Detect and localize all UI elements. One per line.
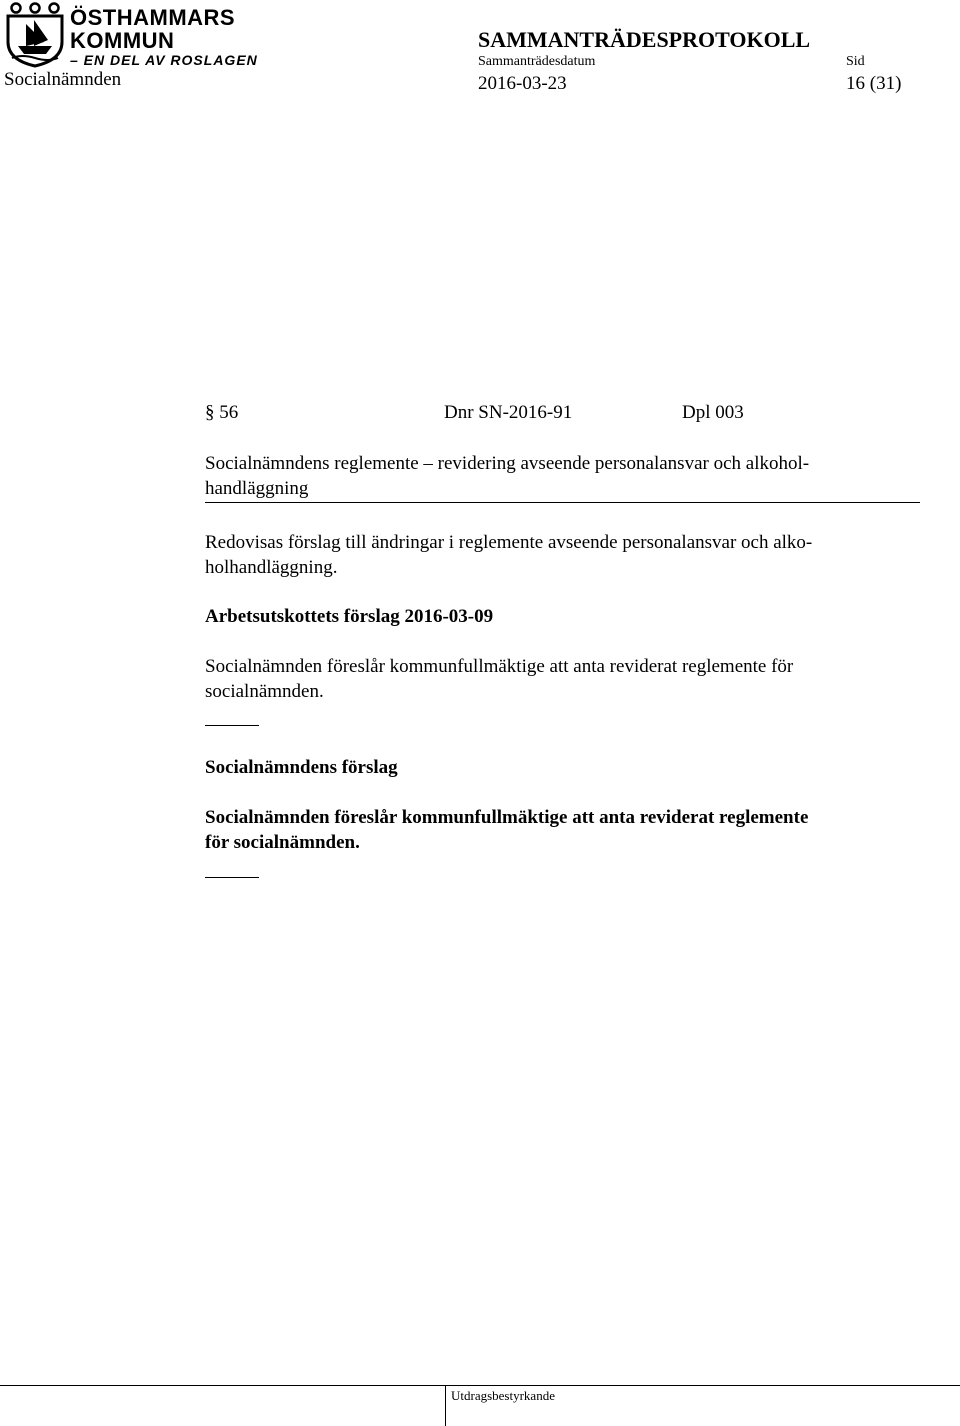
logo-line-1: ÖSTHAMMARS [70, 5, 236, 30]
document-title: SAMMANTRÄDESPROTOKOLL [478, 27, 811, 52]
footer-divider [445, 1385, 446, 1426]
diary-number: Dnr SN-2016-91 [444, 402, 573, 423]
title-underline [205, 502, 920, 503]
item-title-line-1: Socialnämndens reglemente – revidering avseende personalansvar och alkohol- [205, 453, 810, 474]
sn-proposal-line-2: för socialnämnden. [205, 832, 360, 853]
description-line-2: holhandläggning. [205, 557, 338, 578]
certification-label: Utdragsbestyrkande [451, 1388, 555, 1403]
au-proposal-heading: Arbetsutskottets förslag 2016-03-09 [205, 606, 494, 627]
sn-proposal-line-1: Socialnämnden föreslår kommunfullmäktige att anta reviderat reglemente [205, 807, 809, 828]
footer-rule [0, 1385, 960, 1386]
section-number: § 56 [205, 402, 239, 423]
au-proposal-line-1: Socialnämnden föreslår kommunfullmäktige att anta reviderat reglemente för [205, 656, 794, 677]
separator-rule [205, 725, 259, 726]
item-title-line-2: handläggning [205, 478, 309, 499]
organ-name: Socialnämnden [4, 69, 122, 90]
meeting-date: 2016-03-23 [478, 73, 567, 94]
separator-rule [205, 877, 259, 878]
page-number: 16 (31) [846, 73, 902, 94]
municipality-logo [4, 2, 258, 68]
coat-of-arms-icon [4, 2, 66, 68]
logo-line-3: – EN DEL AV ROSLAGEN [70, 52, 258, 68]
logo-line-2: KOMMUN [70, 28, 175, 53]
meeting-date-label: Sammanträdesdatum [478, 54, 596, 69]
au-proposal-line-2: socialnämnden. [205, 681, 324, 702]
sn-proposal-heading: Socialnämndens förslag [205, 757, 398, 778]
archive-plan-number: Dpl 003 [682, 402, 744, 423]
description-line-1: Redovisas förslag till ändringar i reglemente avseende personalansvar och alko- [205, 532, 813, 553]
page-label: Sid [846, 54, 865, 69]
